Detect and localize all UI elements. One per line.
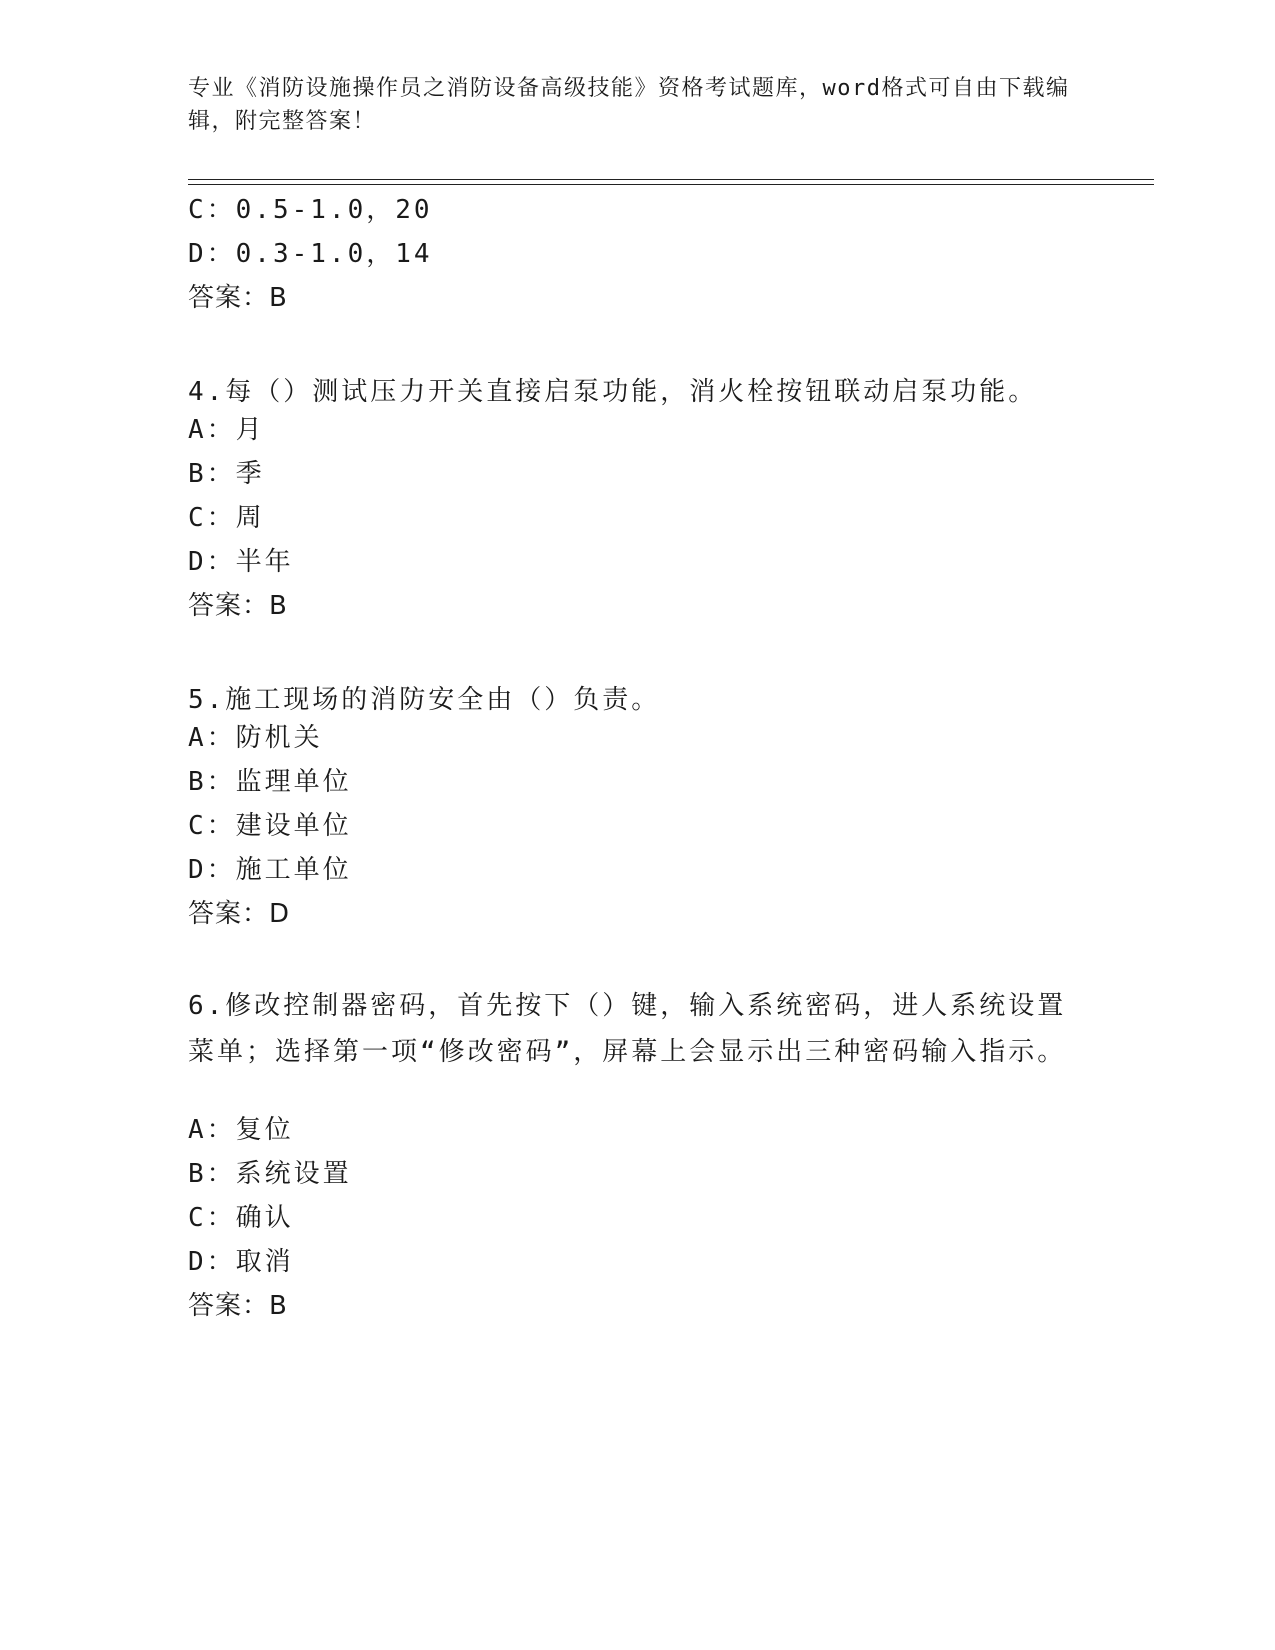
option-label: B：	[188, 767, 236, 797]
option-label: B：	[188, 1159, 236, 1189]
option-c	[188, 501, 265, 535]
option-c	[188, 809, 352, 843]
answer-line: 答案：B	[188, 1291, 288, 1321]
option-b	[188, 765, 352, 799]
option-d	[188, 853, 352, 887]
option-label: D：	[188, 547, 236, 577]
option-text: 季	[235, 459, 265, 489]
option-c	[188, 193, 433, 227]
option-b	[188, 1157, 352, 1191]
option-label: D：	[188, 239, 236, 269]
answer-line: 答案：B	[188, 591, 288, 621]
option-label: A：	[188, 1115, 236, 1145]
option-text: 系统设置	[235, 1159, 352, 1189]
header-divider-bottom	[188, 184, 1154, 185]
option-text: 监理单位	[235, 767, 352, 797]
question-stem: 5.施工现场的消防安全由（）负责。	[188, 685, 661, 715]
header-divider-top	[188, 179, 1154, 180]
option-label: A：	[188, 415, 236, 445]
option-text: 复位	[235, 1115, 294, 1145]
option-text: 施工单位	[235, 855, 352, 885]
option-label: C：	[188, 195, 236, 225]
option-text: 0.3-1.0，14	[235, 239, 433, 269]
option-text: 防机关	[235, 723, 323, 753]
option-label: A：	[188, 723, 236, 753]
option-text: 取消	[235, 1247, 294, 1277]
option-text: 0.5-1.0，20	[235, 195, 433, 225]
option-text: 半年	[235, 547, 294, 577]
option-a	[188, 413, 265, 447]
option-b	[188, 457, 265, 491]
option-text: 月	[235, 415, 265, 445]
option-label: D：	[188, 1247, 236, 1277]
option-c	[188, 1201, 294, 1235]
question-stem: 4.每（）测试压力开关直接启泵功能，消火栓按钮联动启泵功能。	[188, 377, 1038, 407]
option-d	[188, 545, 294, 579]
option-text: 确认	[235, 1203, 294, 1233]
document-header: 专业《消防设施操作员之消防设备高级技能》资格考试题库，word格式可自由下载编辑，附完整答案！	[188, 76, 1070, 134]
option-label: B：	[188, 459, 236, 489]
option-label: C：	[188, 503, 236, 533]
answer-line: 答案：D	[188, 899, 291, 929]
option-a	[188, 721, 323, 755]
option-label: D：	[188, 855, 236, 885]
answer-line: 答案：B	[188, 283, 288, 313]
question-stem: 6.修改控制器密码，首先按下（）键，输入系统密码，进人系统设置菜单；选择第一项“修改密码”，屏幕上会显示出三种密码输入指示。	[188, 991, 1067, 1067]
option-d	[188, 237, 433, 271]
option-text: 周	[235, 503, 265, 533]
option-label: C：	[188, 1203, 236, 1233]
option-text: 建设单位	[235, 811, 352, 841]
option-d	[188, 1245, 294, 1279]
option-label: C：	[188, 811, 236, 841]
option-a	[188, 1113, 294, 1147]
